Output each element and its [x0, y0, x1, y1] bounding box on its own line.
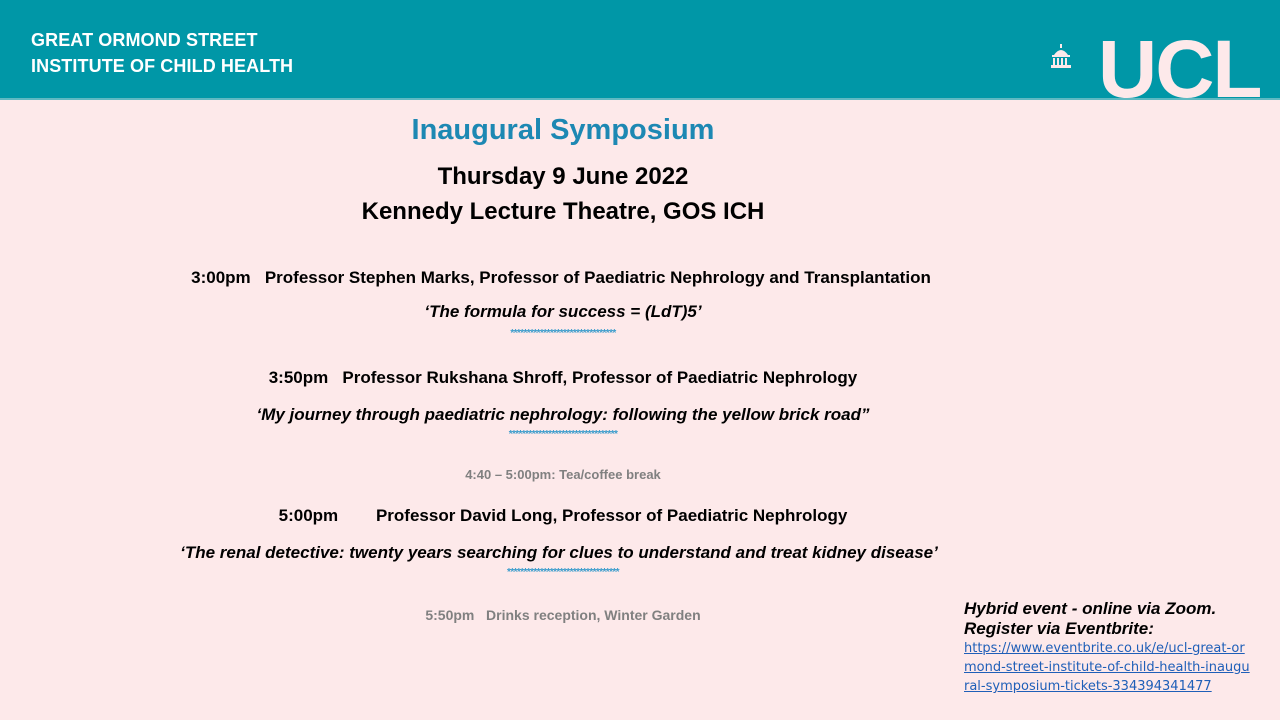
talk-1-speaker: Professor Stephen Marks, Professor of Paediatric Nephrology and Transplantation [264, 268, 931, 287]
talk-1-separator: ******************************** [510, 328, 616, 339]
talk-2-time: 3:50pm [268, 368, 329, 387]
drinks-activity: Drinks reception, Winter Garden [486, 607, 701, 623]
talk-3-title: ‘The renal detective: twenty years searching for clues to understand and treat kidney disease’ [180, 543, 938, 562]
talk-1-header [0, 267, 1124, 289]
talk-3-header [0, 505, 1126, 527]
event-venue: Kennedy Lecture Theatre, GOS ICH [361, 198, 765, 225]
registration-info [964, 599, 1274, 696]
institute-name [31, 27, 293, 79]
institute-name-line1: GREAT ORMOND STREET [31, 30, 258, 50]
drinks-time: 5:50pm [425, 607, 475, 623]
drinks-reception [0, 606, 1126, 624]
event-title: Inaugural Symposium [411, 114, 715, 146]
talk-2-separator: ********************************* [508, 429, 618, 440]
talk-3-separator: ********************************** [507, 567, 619, 578]
ucl-logo [1050, 40, 1261, 100]
register-note: Register via Eventbrite: [964, 619, 1154, 638]
hybrid-event-note: Hybrid event - online via Zoom. [964, 599, 1217, 618]
talk-2-speaker: Professor Rukshana Shroff, Professor of Paediatric Nephrology [342, 368, 858, 387]
talk-2-header [0, 367, 1126, 389]
talk-2-title: ‘My journey through paediatric nephrology: following the yellow brick road” [256, 405, 870, 424]
eventbrite-link[interactable]: https://www.eventbrite.co.uk/e/ucl-great-ormond-street-institute-of-child-health-inaugural-symposium-tickets-334394341477 [964, 641, 1250, 694]
ucl-wordmark: UCL [1098, 40, 1261, 100]
talk-1-time: 3:00pm [191, 268, 251, 287]
tea-break: 4:40 – 5:00pm: Tea/coffee break [465, 467, 661, 482]
event-date: Thursday 9 June 2022 [437, 163, 689, 190]
institute-name-line2: INSTITUTE OF CHILD HEALTH [31, 56, 294, 76]
talk-3-speaker: Professor David Long, Professor of Paediatric Nephrology [375, 506, 848, 525]
portico-dome-icon [1050, 44, 1072, 70]
talk-3-time: 5:00pm [278, 506, 339, 525]
talk-1-title: ‘The formula for success = (LdT)5’ [424, 302, 702, 321]
